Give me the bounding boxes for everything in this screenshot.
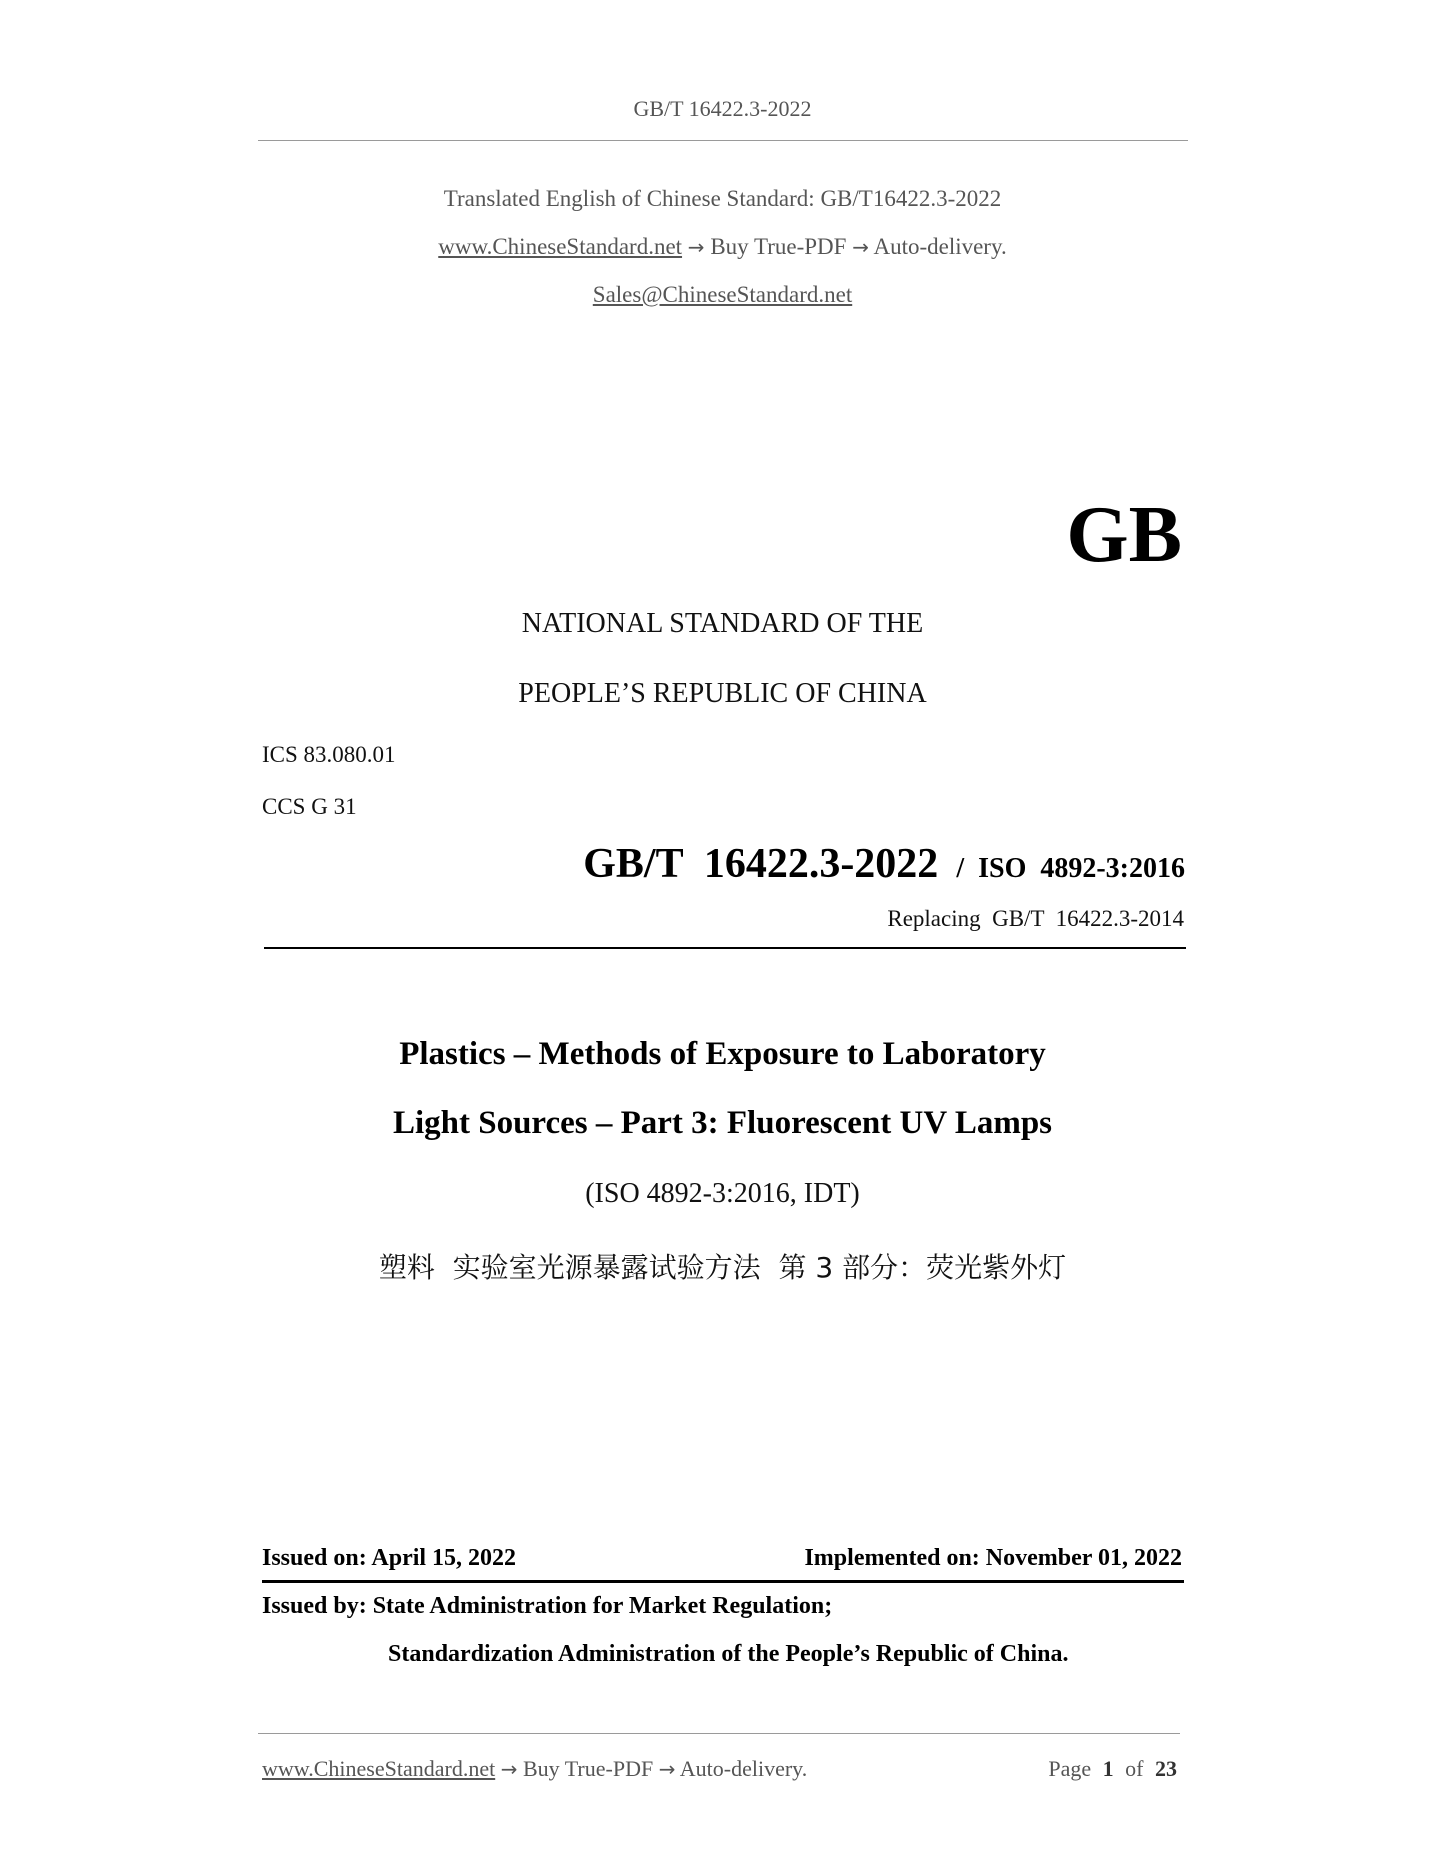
footer-promo (262, 1756, 807, 1782)
arrow-right-icon: → (852, 235, 869, 259)
running-header: GB/T 16422.3-2022 (633, 96, 812, 121)
footer-divider (258, 1733, 1180, 1734)
issued-on: Issued on: April 15, 2022 (262, 1545, 517, 1571)
promo-line (0, 234, 1445, 260)
arrow-right-icon: → (658, 1757, 676, 1781)
page-indicator (1048, 1756, 1177, 1782)
title-divider (264, 947, 1186, 949)
replacing-line: Replacing GB/T 16422.3-2014 (887, 906, 1184, 931)
page-current: 1 (1102, 1756, 1114, 1781)
implemented-on: Implemented on: November 01, 2022 (804, 1545, 1182, 1571)
site-link[interactable]: www.ChineseStandard.net (438, 234, 683, 259)
chinese-title: 塑料 实验室光源暴露试验方法 第 3 部分：荧光紫外灯 (378, 1251, 1067, 1284)
ics-code: ICS 83.080.01 (262, 742, 396, 767)
national-standard-line2: PEOPLE’S REPUBLIC OF CHINA (518, 678, 927, 709)
ccs-code: CCS G 31 (262, 794, 357, 819)
title-line-2: Light Sources – Part 3: Fluorescent UV Lamps (392, 1105, 1053, 1141)
auto-delivery-text: Auto-delivery. (873, 234, 1007, 259)
issued-by-line2: Standardization Administration of the People’s Republic of China. (388, 1641, 1069, 1667)
page-total: 23 (1155, 1756, 1177, 1781)
iso-number: ISO 4892-3:2016 (978, 853, 1185, 884)
arrow-right-icon: → (687, 235, 705, 259)
iso-reference: (ISO 4892-3:2016, IDT) (585, 1178, 860, 1209)
arrow-right-icon: → (500, 1757, 518, 1781)
header-divider (258, 140, 1188, 141)
standard-number-row (583, 840, 1185, 888)
title-line-1: Plastics – Methods of Exposure to Laboratory (399, 1036, 1046, 1072)
page-label: Page (1048, 1756, 1092, 1781)
slash-separator: / (956, 853, 965, 884)
footer-site-link[interactable]: www.ChineseStandard.net (262, 1756, 496, 1781)
sales-email-link[interactable]: Sales@ChineseStandard.net (592, 282, 853, 307)
gb-mark: GB (1066, 491, 1182, 579)
buy-text: Buy True-PDF (710, 234, 847, 259)
of-label: of (1125, 1756, 1144, 1781)
sales-line (0, 282, 1445, 308)
translated-line: Translated English of Chinese Standard: GB/T16422.3-2022 (443, 186, 1002, 211)
issued-by-line1: Issued by: State Administration for Market Regulation; (262, 1593, 833, 1619)
footer-auto-delivery-text: Auto-delivery. (679, 1756, 808, 1781)
standard-number: GB/T 16422.3-2022 (583, 841, 939, 887)
national-standard-line1: NATIONAL STANDARD OF THE (521, 608, 924, 639)
issue-divider (262, 1580, 1184, 1583)
footer-buy-text: Buy True-PDF (522, 1756, 654, 1781)
